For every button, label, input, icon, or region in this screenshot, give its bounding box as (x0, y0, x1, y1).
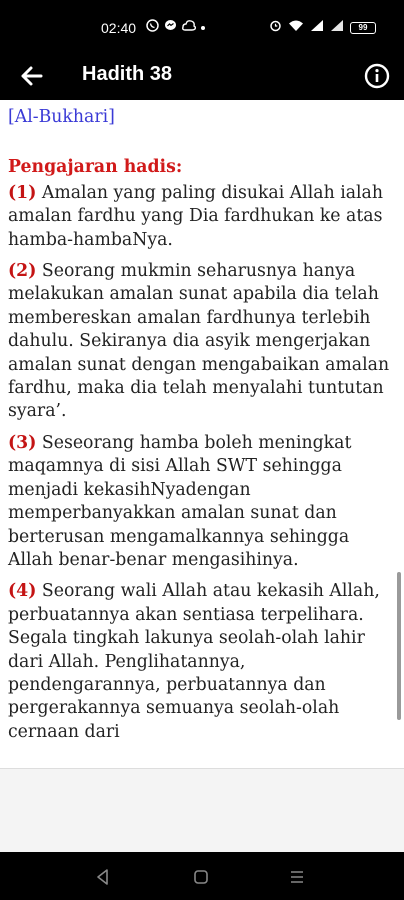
hadith-source: [Al-Bukhari] (8, 107, 115, 127)
lesson-point (8, 260, 392, 424)
whatsapp-icon (146, 19, 159, 36)
point-number: (4) (8, 581, 37, 602)
point-text: Amalan yang paling disukai Allah ialah amalan fardhu yang Dia fardhukan ke atas hamba-hambaNya. (8, 182, 383, 250)
lessons-heading: Pengajaran hadis: (8, 157, 183, 178)
signal-icon (330, 19, 344, 36)
status-bar (0, 0, 404, 52)
lesson-point (8, 432, 392, 572)
home-square-icon[interactable] (190, 866, 212, 888)
status-time: 02:40 (101, 20, 137, 36)
cloud-icon (182, 19, 196, 36)
system-nav-bar (0, 852, 404, 900)
back-arrow-icon[interactable] (14, 60, 50, 92)
page-title: Hadith 38 (82, 63, 173, 85)
recents-menu-icon[interactable] (286, 866, 308, 888)
hadith-content[interactable] (0, 100, 404, 768)
bottom-panel (0, 768, 404, 852)
back-triangle-icon[interactable] (92, 866, 114, 888)
notification-icons (146, 19, 205, 36)
messenger-icon (164, 19, 177, 36)
battery-icon: 99 (350, 22, 376, 34)
info-icon[interactable] (362, 61, 392, 91)
hadith-text-container (8, 106, 392, 752)
scrollbar[interactable] (397, 572, 401, 720)
wifi-icon (288, 19, 304, 36)
alarm-icon (269, 19, 282, 36)
app-bar (0, 52, 404, 100)
point-number: (3) (8, 432, 37, 453)
point-text: Seorang mukmin seharusnya hanya melakukan amalan sunat apabila dia telah membereskan amalan fardhunya terlebih dahulu. Sekiranya dia asyik mengerjakan amalan sunat dengan mengabaikan amalan fardhu, maka dia telah menyalahi tuntutan syara’. (8, 261, 390, 422)
system-icons (269, 19, 376, 36)
point-text: Seseorang hamba boleh meningkat maqamnya di sisi Allah SWT sehingga menjadi kekasihNyadengan memperbanyakkan amalan sunat dan berterusan mengamalkannya sehingga Allah benar-benar mengasihinya. (8, 432, 352, 570)
point-text: Seorang wali Allah atau kekasih Allah, perbuatannya akan sentiasa terpelihara. Segala tingkah lakunya seolah-olah lahir dari Allah. Penglihatannya, pendengarannya, perbuatannya dan pergerakannya semuanya seolah-olah cernaan dari (8, 581, 380, 742)
dot-icon (201, 26, 205, 30)
lesson-point (8, 580, 392, 744)
lesson-point (8, 182, 392, 252)
point-number: (1) (8, 182, 37, 203)
point-number: (2) (8, 261, 37, 282)
signal-icon (310, 19, 324, 36)
